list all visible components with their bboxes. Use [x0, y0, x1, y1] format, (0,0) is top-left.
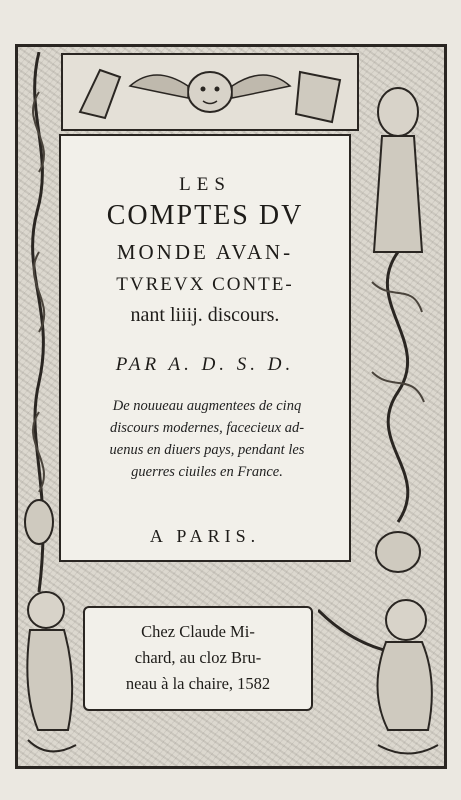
author-line: PAR A. D. S. D. [115, 354, 295, 375]
title-line-tvreux: TVREVX CONTE- [116, 274, 294, 295]
subtitle [71, 395, 343, 483]
title-line-les: LES [179, 174, 231, 195]
subtitle-line: discours modernes, facecieux ad- [109, 420, 305, 436]
title-line-nant: nant liiij. discours. [130, 304, 280, 326]
imprint-line: neau à la chaire, 1582 [125, 674, 271, 693]
title-panel [59, 134, 351, 562]
title-line-comptes: COMPTES DV [106, 200, 304, 231]
ornament-bottom-right-putto-icon [318, 580, 444, 765]
imprint-line: chard, au cloz Bru- [134, 648, 262, 667]
title-line-monde: MONDE AVAN- [116, 240, 294, 264]
imprint-cartouche [83, 606, 313, 711]
imprint-line: Chez Claude Mi- [141, 622, 255, 641]
subtitle-line: uenus en diuers pays, pendant les [109, 442, 305, 458]
ornament-top-cherub-icon [60, 52, 360, 132]
place-of-publication: A PARIS. [149, 526, 261, 546]
ornament-left-figure-icon [19, 52, 59, 592]
ornament-bottom-left-putto-icon [18, 580, 84, 765]
ornament-right-figure-icon [352, 52, 444, 592]
subtitle-line: guerres ciuiles en France. [131, 464, 283, 480]
subtitle-line: De nouueau augmentees de cinq [112, 398, 302, 414]
